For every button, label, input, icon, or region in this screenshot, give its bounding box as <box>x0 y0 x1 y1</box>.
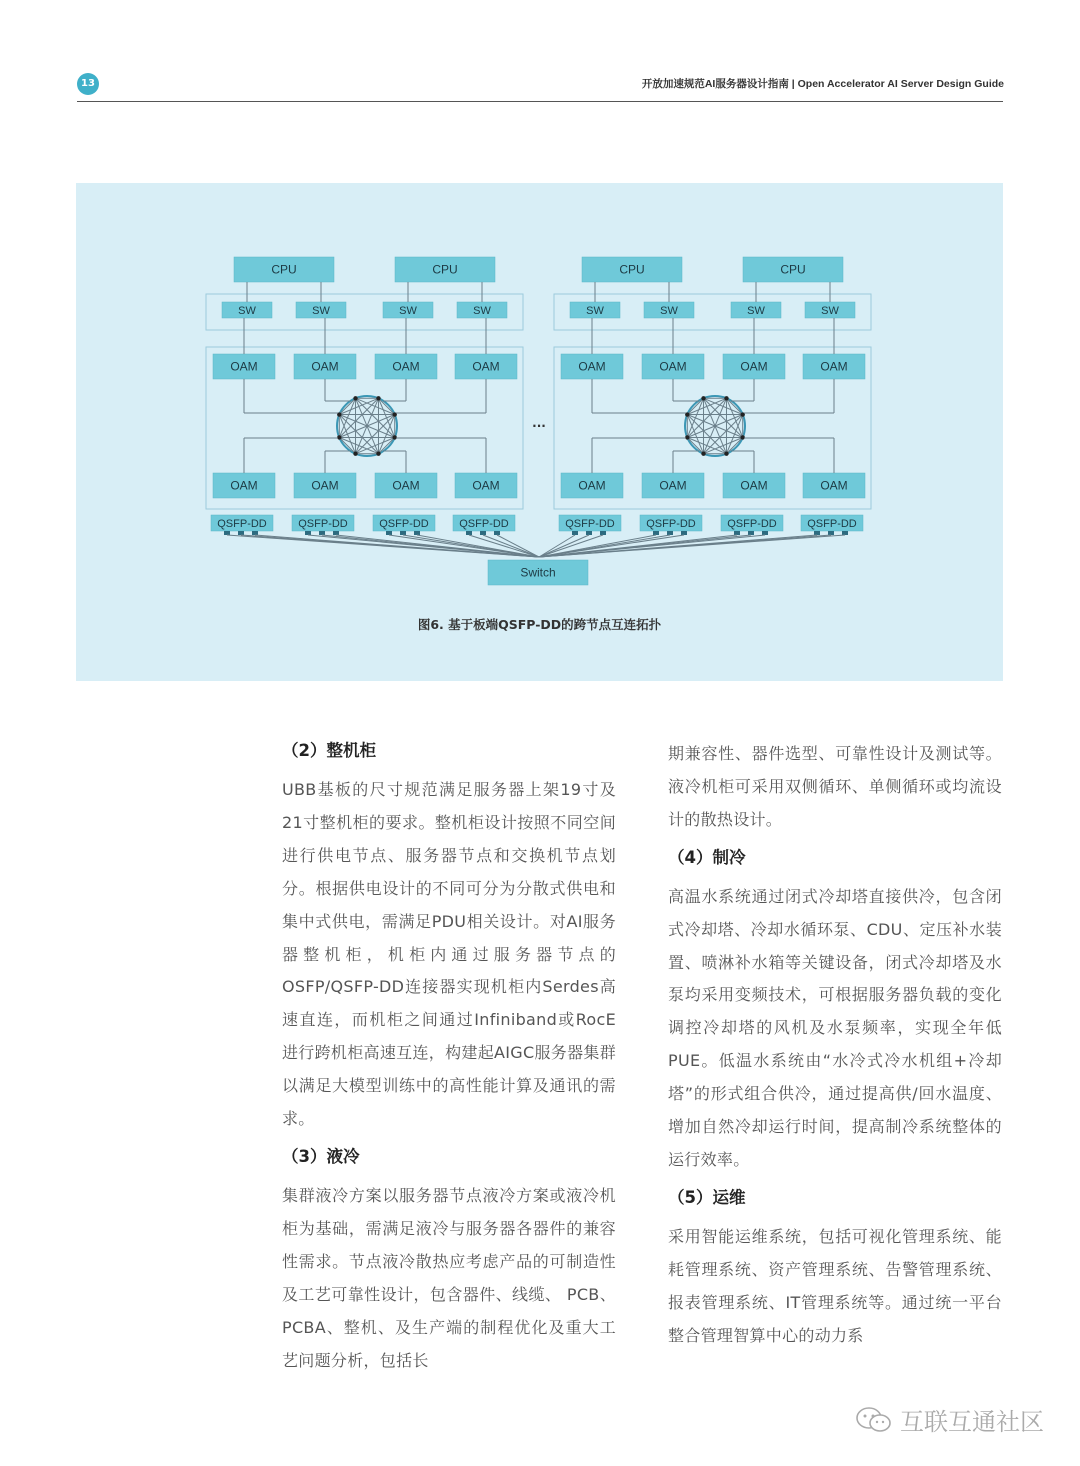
node1-oam-top-4-label: OAM <box>472 359 500 374</box>
node1-qsfp-port <box>466 531 472 535</box>
node1-sw-4-label: SW <box>473 305 491 317</box>
node2-sw-2-label: SW <box>660 305 678 317</box>
node1-oam-bottom-1-label: OAM <box>230 478 258 493</box>
node1-oam-top-2-label: OAM <box>311 359 339 374</box>
node2-sw-1-label: SW <box>586 305 604 317</box>
node2-qsfp-4-label: QSFP-DD <box>807 518 857 530</box>
node2-qsfp-port <box>681 531 687 535</box>
node2-mesh-node <box>701 396 705 400</box>
node1-mesh-node <box>376 396 380 400</box>
node2-qsfp-switch-line <box>539 535 684 557</box>
node1-oam-bottom-4-label: OAM <box>472 478 500 493</box>
node2-qsfp-port <box>572 531 578 535</box>
node2-qsfp-switch-line <box>539 535 845 557</box>
paragraph-liquid-cooling-cont: 期兼容性、器件选型、可靠性设计及测试等。液冷机柜可采用双侧循环、单侧循环或均流设计的散热设计。 <box>668 744 1002 829</box>
section-title-operations: （5）运维 <box>668 1187 746 1207</box>
node2-oam-bottom-2-label: OAM <box>659 478 687 493</box>
node1-mesh-node <box>393 435 397 439</box>
figure-topology <box>76 183 1003 681</box>
node1-qsfp-4-label: QSFP-DD <box>459 518 509 530</box>
paragraph-operations: 采用智能运维系统，包括可视化管理系统、能耗管理系统、资产管理系统、告警管理系统、报表管理系统、IT管理系统等。通过统一平台整合管理智算中心的动力系 <box>668 1226 1002 1345</box>
node2-qsfp-2-label: QSFP-DD <box>646 518 696 530</box>
node1-mesh-node <box>353 396 357 400</box>
node1-qsfp-switch-line <box>255 535 539 557</box>
node2-qsfp-port <box>653 531 659 535</box>
node2-qsfp-port <box>586 531 592 535</box>
node2-oam-bottom-4-label: OAM <box>820 478 848 493</box>
paragraph-liquid-cooling: 集群液冷方案以服务器节点液冷方案或液冷机柜为基础，需满足液冷与服务器各器件的兼容性需求。节点液冷散热应考虑产品的可制造性及工艺可靠性设计，包含器件、线缆、 PCB、 PCBA、整机、及生产端的制程优化及重大工艺问题分析，包括长 <box>282 1185 616 1370</box>
node1-oam-top-3-label: OAM <box>392 359 420 374</box>
node2-mesh-node <box>685 435 689 439</box>
page-number: 13 <box>77 73 99 95</box>
figure-caption: 图6. 基于板端QSFP-DD的跨节点互连拓扑 <box>417 617 662 632</box>
node1-qsfp-port <box>333 531 339 535</box>
header-divider <box>77 101 1003 102</box>
node2-cpu-2-label: CPU <box>780 262 806 277</box>
node2-qsfp-3-label: QSFP-DD <box>727 518 777 530</box>
node1-mesh-node <box>337 435 341 439</box>
node1-qsfp-port <box>305 531 311 535</box>
node1-oam-bottom-2-label: OAM <box>311 478 339 493</box>
topology-diagram <box>76 183 1003 603</box>
watermark-text: 互联互通社区 <box>900 1408 1044 1436</box>
right-column <box>668 738 1002 1361</box>
node2-qsfp-port <box>762 531 768 535</box>
node1-mesh-node <box>353 452 357 456</box>
node2-mesh-node <box>701 452 705 456</box>
node2-mesh-node <box>724 396 728 400</box>
node2-qsfp-port <box>814 531 820 535</box>
section-title-rack: （2）整机柜 <box>282 741 376 760</box>
node1-qsfp-port <box>224 531 230 535</box>
paragraph-cooling: 高温水系统通过闭式冷却塔直接供冷，包含闭式冷却塔、冷却水循环泵、CDU、定压补水装置、喷淋补水箱等关键设备，闭式冷却塔及水泵均采用变频技术，可根据服务器负载的变化调控冷却塔的风机及水泵频率，实现全年低PUE。低温水系统由“水冷式冷水机组+冷却塔”的形式组合供冷，通过提高供/回水温度、增加自然冷却运行时间，提高制冷系统整体的运行效率。 <box>668 886 1002 1169</box>
section-title-liquid-cooling: （3）液冷 <box>282 1146 360 1166</box>
node2-qsfp-port <box>748 531 754 535</box>
node2-sw-4-label: SW <box>821 305 839 317</box>
node1-cpu-2-label: CPU <box>432 262 458 277</box>
node2-mesh-node <box>741 435 745 439</box>
node2-qsfp-1-label: QSFP-DD <box>565 518 615 530</box>
watermark <box>854 1402 1044 1441</box>
running-header-title: 开放加速规范AI服务器设计指南 | Open Accelerator AI Server Design Guide <box>641 78 1004 90</box>
left-column <box>282 738 616 1385</box>
node2-cpu-1-label: CPU <box>619 262 645 277</box>
node1-sw-1-label: SW <box>238 305 256 317</box>
node1-mesh-node <box>376 452 380 456</box>
node1-qsfp-port <box>238 531 244 535</box>
wechat-icon <box>854 1405 894 1441</box>
node1-qsfp-1-label: QSFP-DD <box>217 518 267 530</box>
node2-oam-top-4-label: OAM <box>820 359 848 374</box>
node1-qsfp-port <box>252 531 258 535</box>
node2-qsfp-port <box>600 531 606 535</box>
node1-sw-3-label: SW <box>399 305 417 317</box>
node1-qsfp-port <box>319 531 325 535</box>
node2-qsfp-port <box>828 531 834 535</box>
node2-oam-bottom-3-label: OAM <box>740 478 768 493</box>
node1-oam-top-1-label: OAM <box>230 359 258 374</box>
node2-qsfp-port <box>734 531 740 535</box>
node2-sw-3-label: SW <box>747 305 765 317</box>
node2-qsfp-port <box>667 531 673 535</box>
node1-qsfp-3-label: QSFP-DD <box>379 518 429 530</box>
node1-qsfp-port <box>400 531 406 535</box>
node2-mesh-node <box>724 452 728 456</box>
node1-qsfp-port <box>480 531 486 535</box>
paragraph-rack: UBB基板的尺寸规范满足服务器上架19寸及21寸整机柜的要求。整机柜设计按照不同空间进行供电节点、服务器节点和交换机节点划分。根据供电设计的不同可分为分散式供电和集中式供电，需满足PDU相关设计。对AI服务器整机柜，机柜内通过服务器节点的OSFP/QSFP-DD连接器实现机柜内Serdes高速直连，而机柜之间通过Infiniband或RocE进行跨机柜高速互连，构建起AIGC服务器集群以满足大模型训练中的高性能计算及通讯的需求。 <box>282 780 616 1129</box>
node1-qsfp-port <box>386 531 392 535</box>
node2-oam-top-3-label: OAM <box>740 359 768 374</box>
ellipsis-text: ... <box>532 416 546 430</box>
node2-oam-bottom-1-label: OAM <box>578 478 606 493</box>
node1-sw-2-label: SW <box>312 305 330 317</box>
node2-qsfp-port <box>842 531 848 535</box>
node1-qsfp-port <box>494 531 500 535</box>
node2-oam-top-1-label: OAM <box>578 359 606 374</box>
section-title-cooling: （4）制冷 <box>668 847 746 867</box>
switch-label: Switch <box>520 565 556 580</box>
node1-oam-bottom-3-label: OAM <box>392 478 420 493</box>
node1-qsfp-port <box>414 531 420 535</box>
node1-qsfp-2-label: QSFP-DD <box>298 518 348 530</box>
node2-oam-top-2-label: OAM <box>659 359 687 374</box>
node1-cpu-1-label: CPU <box>271 262 297 277</box>
